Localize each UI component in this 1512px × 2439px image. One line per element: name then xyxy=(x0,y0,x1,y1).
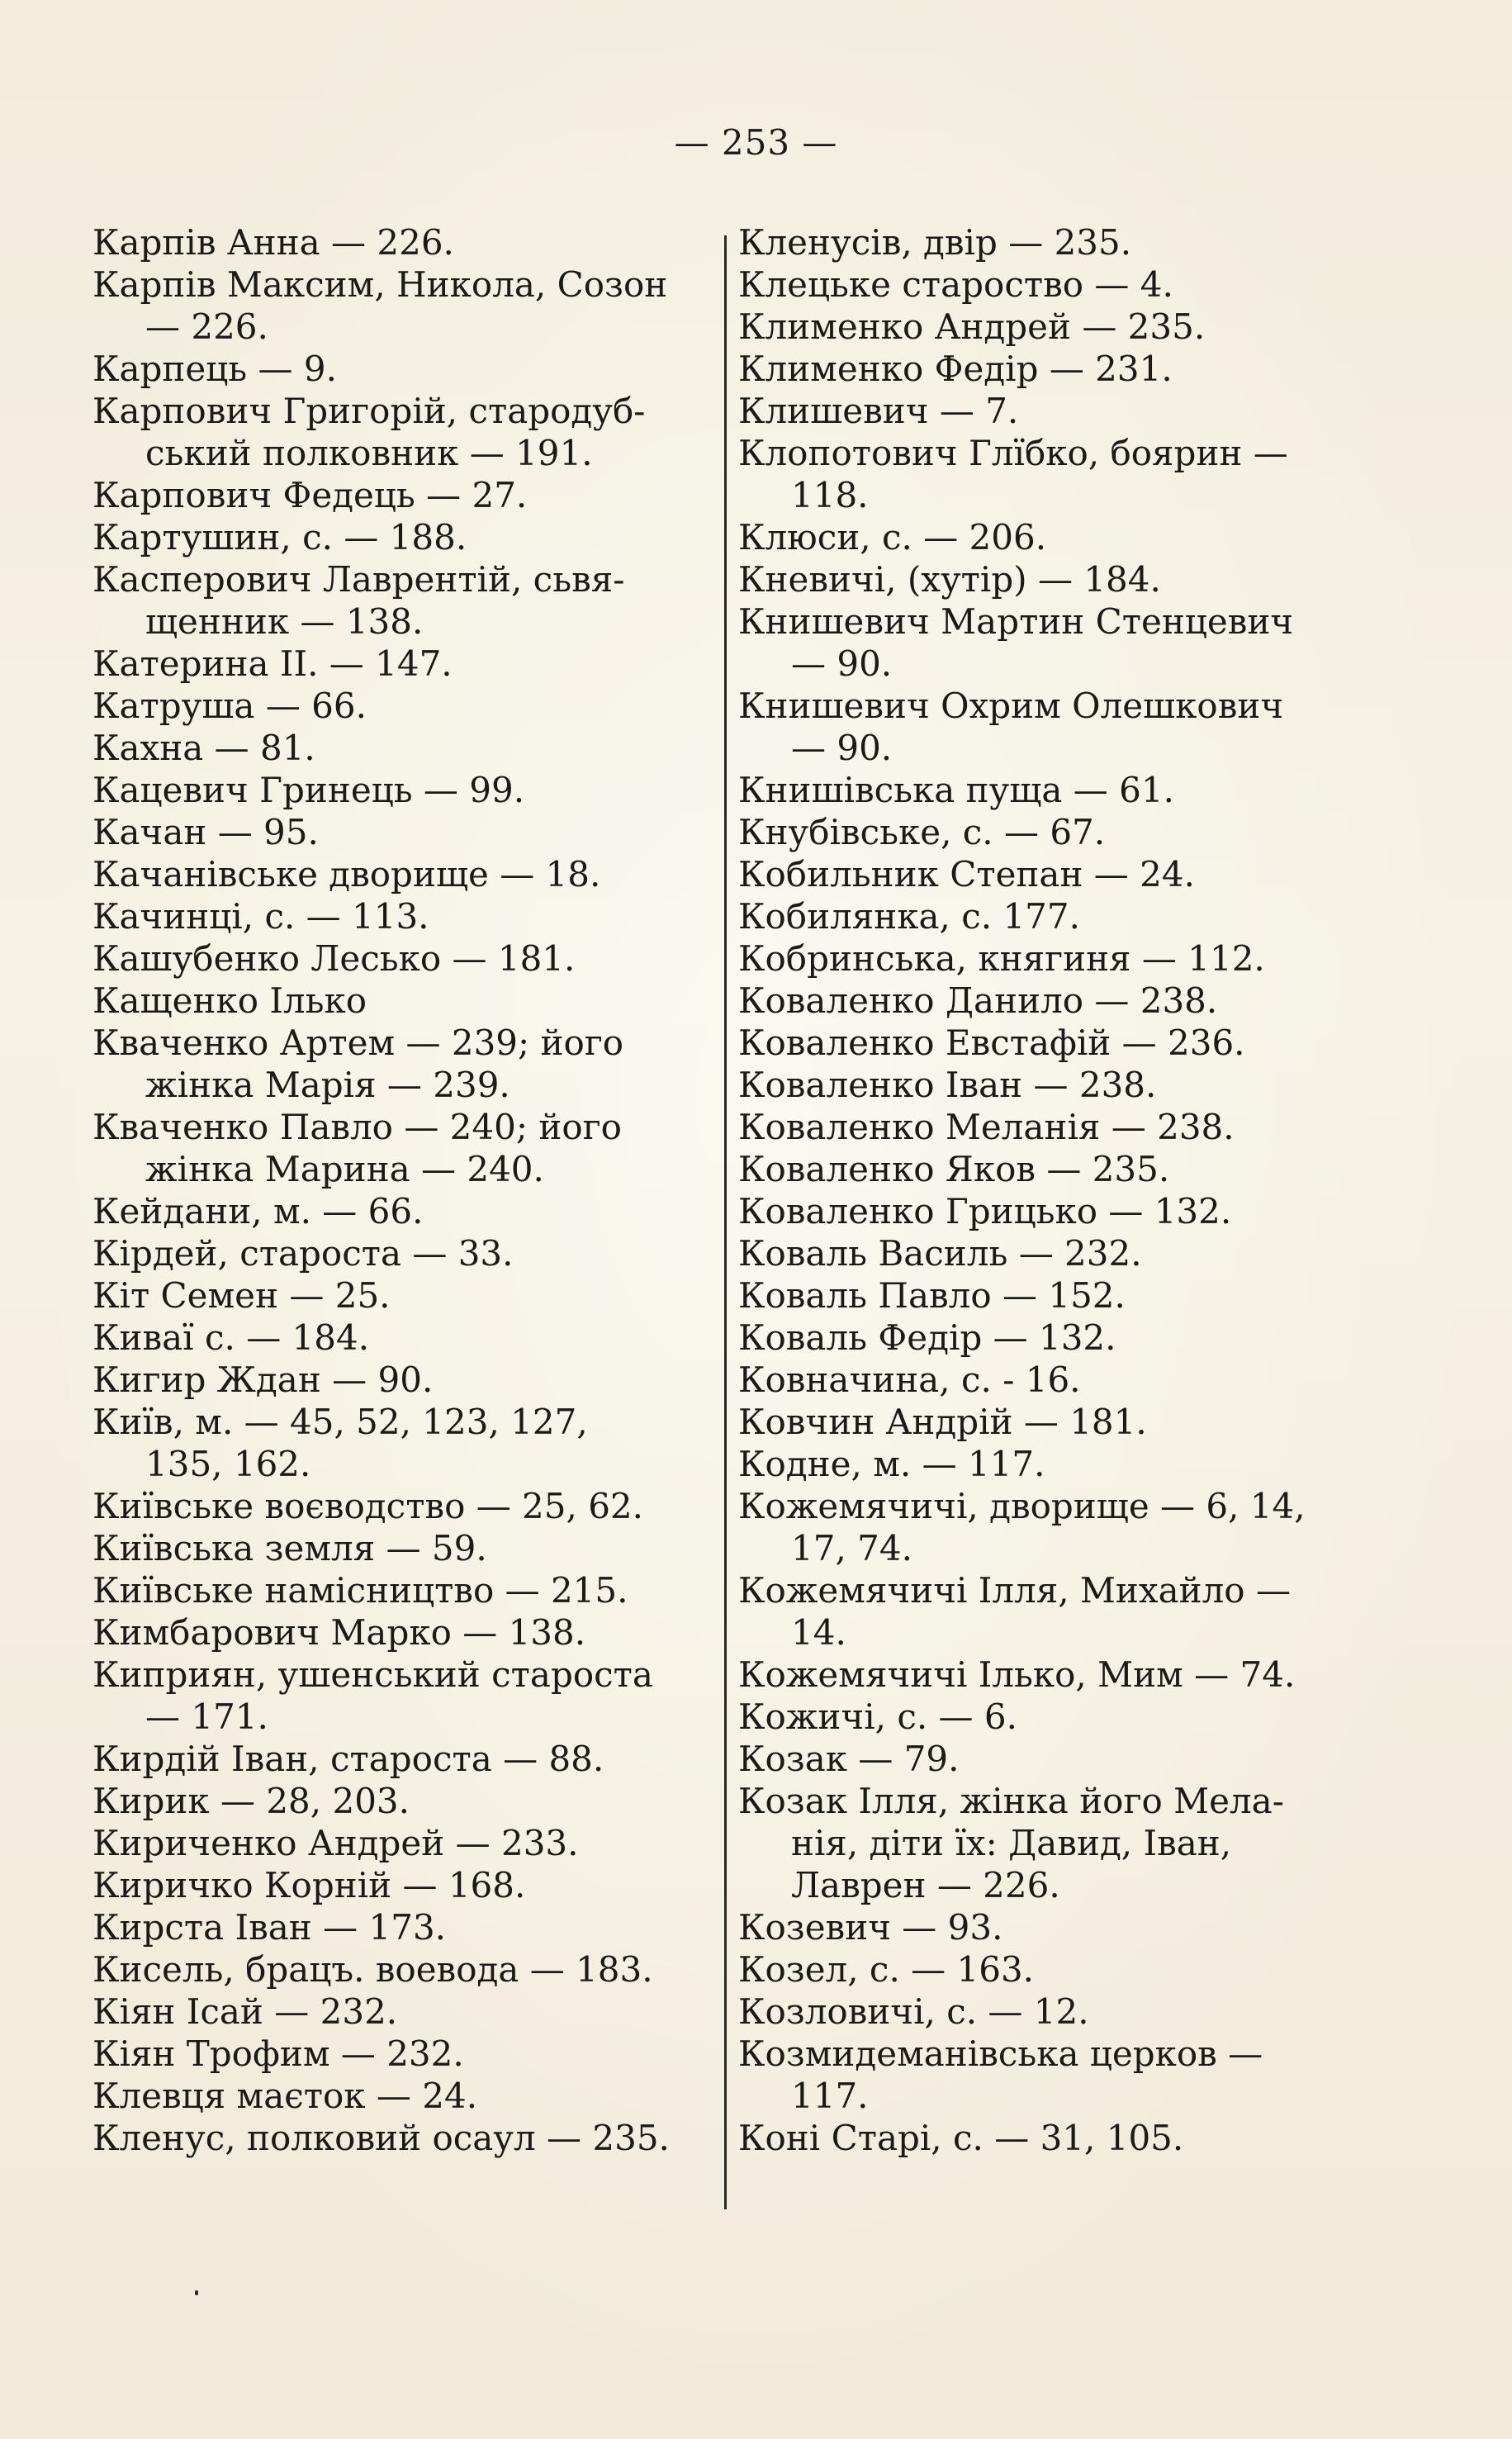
index-entry-continuation: 135, 162. xyxy=(145,1444,311,1484)
index-entry-continuation: нія, діти їх: Давид, Іван, xyxy=(791,1823,1232,1863)
index-entry xyxy=(738,1317,1382,1359)
index-entry xyxy=(738,937,1382,980)
index-entry-text: Кіян Трофим — 232. xyxy=(92,2033,464,2074)
index-entry-text: Кленус, полковий осаул — 235. xyxy=(92,2118,670,2158)
index-entry xyxy=(92,727,728,769)
index-entry-text: Кимбарович Марко — 138. xyxy=(92,1612,586,1653)
index-entry-text: Коваленко Меланія — 238. xyxy=(738,1107,1235,1147)
index-entry xyxy=(92,685,728,727)
index-entry-text: Коваленко Данило — 238. xyxy=(738,980,1218,1021)
index-entry xyxy=(92,895,728,937)
index-entry xyxy=(92,1485,728,1527)
index-entry-text: Кащенко Iлько xyxy=(92,980,367,1021)
index-entry xyxy=(92,1780,728,1822)
index-entry xyxy=(738,2117,1382,2159)
index-entry xyxy=(738,1274,1382,1317)
index-entry xyxy=(92,769,728,811)
index-entry-text: Карпець — 9. xyxy=(92,349,337,389)
index-entry xyxy=(92,853,728,895)
index-entry xyxy=(738,1106,1382,1148)
index-entry-text: Кобринська, княгиня — 112. xyxy=(738,938,1265,979)
index-entry xyxy=(92,348,728,390)
index-entry xyxy=(738,769,1382,811)
index-entry xyxy=(738,1232,1382,1274)
index-entry xyxy=(738,306,1382,348)
index-entry xyxy=(92,1738,728,1780)
index-entry-text: Кваченко Павло — 240; його xyxy=(92,1107,622,1147)
index-entry-continuation: — 226. xyxy=(145,306,268,347)
index-column-right xyxy=(738,221,1382,2159)
index-entry-continuation: жінка Марія — 239. xyxy=(145,1065,510,1105)
index-entry-text: Кобилянка, с. 177. xyxy=(738,896,1080,937)
index-entry-text: Клевця маєток — 24. xyxy=(92,2076,478,2116)
index-entry-text: Коні Старі, с. — 31, 105. xyxy=(738,2118,1184,2158)
index-entry xyxy=(92,1527,728,1569)
index-entry xyxy=(738,895,1382,937)
index-entry-text: Коваль Василь — 232. xyxy=(738,1233,1142,1274)
index-entry-text: Київське воєводство — 25, 62. xyxy=(92,1486,643,1526)
index-entry xyxy=(738,1401,1382,1443)
index-entry-continuation: — 90. xyxy=(791,643,893,684)
index-entry-continuation: жінка Марина — 240. xyxy=(145,1149,544,1189)
index-entry-text: Коваленко Грицько — 132. xyxy=(738,1191,1232,1231)
index-entry xyxy=(92,643,728,685)
index-entry xyxy=(92,980,728,1022)
index-entry-text: Катруша — 66. xyxy=(92,686,367,726)
index-entry xyxy=(92,558,728,643)
index-entry-text: Касперович Лаврентій, сьвя- xyxy=(92,559,625,600)
index-entry xyxy=(92,1359,728,1401)
index-entry-text: Кирик — 28, 203. xyxy=(92,1781,410,1821)
index-entry-text: Коваленко Яков — 235. xyxy=(738,1149,1170,1189)
index-entry-text: Кейдани, м. — 66. xyxy=(92,1191,424,1231)
index-entry-text: Кашубенко Лесько — 181. xyxy=(92,938,576,979)
index-entry xyxy=(738,1190,1382,1232)
index-entry xyxy=(738,432,1382,516)
index-entry xyxy=(92,1991,728,2033)
index-entry-text: Кваченко Артем — 239; його xyxy=(92,1023,624,1063)
index-entry-text: Кигир Ждан — 90. xyxy=(92,1359,434,1400)
index-entry xyxy=(738,811,1382,853)
index-entry-text: Кирста Іван — 173. xyxy=(92,1907,447,1948)
index-entry xyxy=(738,516,1382,558)
index-entry-continuation: щенник — 138. xyxy=(145,601,424,642)
index-entry-text: Карпович Федець — 27. xyxy=(92,475,528,515)
index-entry xyxy=(92,263,728,348)
index-entry-text: Київ, м. — 45, 52, 123, 127, xyxy=(92,1402,588,1442)
index-entry xyxy=(738,558,1382,600)
index-entry xyxy=(92,221,728,263)
index-entry xyxy=(92,1274,728,1317)
index-entry xyxy=(738,1780,1382,1906)
index-entry-text: Катерина II. — 147. xyxy=(92,643,453,684)
index-entry-text: Книшевич Охрим Олешкович xyxy=(738,686,1284,726)
index-entry-continuation: 117. xyxy=(791,2076,869,2116)
index-entry-text: Козевич — 93. xyxy=(738,1907,1003,1948)
index-entry-text: Козмидеманівська церков — xyxy=(738,2033,1263,2074)
index-entry-text: Кіт Семен — 25. xyxy=(92,1275,391,1316)
index-entry xyxy=(92,1401,728,1485)
index-entry xyxy=(738,1654,1382,1696)
index-entry-text: Кожемячичі, дворище — 6, 14, xyxy=(738,1486,1306,1526)
index-entry-text: Кириченко Андрей — 233. xyxy=(92,1823,579,1863)
column-divider xyxy=(724,235,727,2209)
index-entry xyxy=(738,1991,1382,2033)
index-entry xyxy=(92,1822,728,1864)
index-entry xyxy=(92,2033,728,2075)
index-entry xyxy=(738,853,1382,895)
index-entry-text: Кнубівське, с. — 67. xyxy=(738,812,1106,852)
index-entry-text: Козловичі, с. — 12. xyxy=(738,1991,1089,2032)
index-entry xyxy=(92,1190,728,1232)
index-entry xyxy=(738,1948,1382,1991)
index-entry xyxy=(92,1864,728,1906)
index-entry xyxy=(92,1654,728,1738)
index-entry xyxy=(92,1948,728,1991)
index-entry-text: Коваленко Евстафій — 236. xyxy=(738,1023,1245,1063)
index-entry xyxy=(92,1906,728,1948)
index-column-left xyxy=(92,221,728,2159)
index-entry xyxy=(92,1232,728,1274)
index-entry-continuation: — 90. xyxy=(791,728,893,768)
page-number: — 253 — xyxy=(674,122,838,163)
index-entry xyxy=(92,811,728,853)
index-entry xyxy=(738,1485,1382,1569)
ink-speck xyxy=(195,2290,198,2295)
index-entry-text: Книшевич Мартин Стенцевич xyxy=(738,601,1294,642)
index-entry xyxy=(92,516,728,558)
index-entry xyxy=(738,980,1382,1022)
index-entry xyxy=(738,263,1382,306)
index-entry-text: Коваль Павло — 152. xyxy=(738,1275,1126,1316)
index-entry xyxy=(92,2075,728,2117)
index-entry-text: Козел, с. — 163. xyxy=(738,1949,1035,1990)
index-entry-text: Карпів Анна — 226. xyxy=(92,222,454,263)
index-entry-text: Клецьке староство — 4. xyxy=(738,264,1173,305)
index-entry-text: Клименко Федір — 231. xyxy=(738,349,1173,389)
index-entry-text: Кожичі, с. — 6. xyxy=(738,1696,1017,1737)
index-entry xyxy=(738,685,1382,769)
index-entry-text: Киваї с. — 184. xyxy=(92,1317,370,1358)
index-entry xyxy=(738,1022,1382,1064)
index-entry xyxy=(738,1443,1382,1485)
index-entry-text: Кирдій Іван, староста — 88. xyxy=(92,1739,604,1779)
index-entry-text: Качанівське дворище — 18. xyxy=(92,854,601,894)
index-entry xyxy=(738,1906,1382,1948)
index-entry xyxy=(92,937,728,980)
index-entry-text: Кленусів, двір — 235. xyxy=(738,222,1132,263)
index-entry-text: Ковначина, с. - 16. xyxy=(738,1359,1081,1400)
index-entry-continuation: — 171. xyxy=(145,1696,268,1737)
index-entry-text: Кобильник Степан — 24. xyxy=(738,854,1195,894)
index-entry-continuation: 17, 74. xyxy=(791,1528,912,1568)
index-entry-text: Карпович Григорій, стародуб- xyxy=(92,391,646,431)
index-entry-text: Кожемячичі Iлько, Мим — 74. xyxy=(738,1654,1296,1695)
index-entry xyxy=(92,1611,728,1654)
index-entry-text: Клименко Андрей — 235. xyxy=(738,306,1206,347)
index-entry-text: Кацевич Гринець — 99. xyxy=(92,770,525,810)
index-entry xyxy=(92,2117,728,2159)
index-entry-text: Кожемячичі Ілля, Михайло — xyxy=(738,1570,1291,1611)
index-entry xyxy=(92,1022,728,1106)
index-entry-text: Коваленко Іван — 238. xyxy=(738,1065,1157,1105)
index-entry-text: Картушин, с. — 188. xyxy=(92,517,467,558)
index-entry xyxy=(738,1064,1382,1106)
index-entry-text: Киричко Корній — 168. xyxy=(92,1865,526,1905)
index-entry-text: Київська земля — 59. xyxy=(92,1528,487,1568)
index-entry-text: Киприян, ушенський староста xyxy=(92,1654,653,1695)
index-entry-text: Коваль Федір — 132. xyxy=(738,1317,1116,1358)
index-entry-continuation: ський полковник — 191. xyxy=(145,433,593,473)
index-entry xyxy=(738,221,1382,263)
index-entry xyxy=(738,1148,1382,1190)
index-entry-text: Качан — 95. xyxy=(92,812,319,852)
index-entry xyxy=(92,390,728,474)
index-entry xyxy=(92,474,728,516)
index-entry xyxy=(92,1569,728,1611)
index-entry-text: Карпів Максим, Никола, Созон xyxy=(92,264,668,305)
index-entry-continuation: Лаврен — 226. xyxy=(791,1865,1060,1905)
index-entry xyxy=(738,348,1382,390)
index-entry-text: Кіян Ісай — 232. xyxy=(92,1991,398,2032)
index-entry xyxy=(738,600,1382,685)
index-entry-text: Козак Ілля, жінка його Мела- xyxy=(738,1781,1284,1821)
index-entry xyxy=(738,390,1382,432)
index-entry-text: Кахна — 81. xyxy=(92,728,315,768)
index-entry-continuation: 14. xyxy=(791,1612,846,1653)
index-entry xyxy=(92,1317,728,1359)
index-entry xyxy=(738,1696,1382,1738)
index-entry-text: Кодне, м. — 117. xyxy=(738,1444,1045,1484)
index-entry xyxy=(738,2033,1382,2117)
index-entry-text: Кірдей, староста — 33. xyxy=(92,1233,514,1274)
index-entry-text: Клюси, с. — 206. xyxy=(738,517,1047,558)
index-entry xyxy=(92,1106,728,1190)
index-entry-text: Київське намісництво — 215. xyxy=(92,1570,628,1611)
index-entry-text: Клопотович Глїбко, боярин — xyxy=(738,433,1288,473)
index-entry-continuation: 118. xyxy=(791,475,869,515)
index-entry-text: Ковчин Андрій — 181. xyxy=(738,1402,1147,1442)
index-entry-text: Козак — 79. xyxy=(738,1739,960,1779)
index-entry xyxy=(738,1359,1382,1401)
index-entry-text: Кисель, брацъ. воевода — 183. xyxy=(92,1949,653,1990)
index-entry xyxy=(738,1569,1382,1654)
index-entry-text: Клишевич — 7. xyxy=(738,391,1019,431)
index-entry-text: Кневичі, (хутір) — 184. xyxy=(738,559,1161,600)
index-entry-text: Книшівська пуща — 61. xyxy=(738,770,1174,810)
index-entry xyxy=(738,1738,1382,1780)
index-entry-text: Качинці, с. — 113. xyxy=(92,896,429,937)
